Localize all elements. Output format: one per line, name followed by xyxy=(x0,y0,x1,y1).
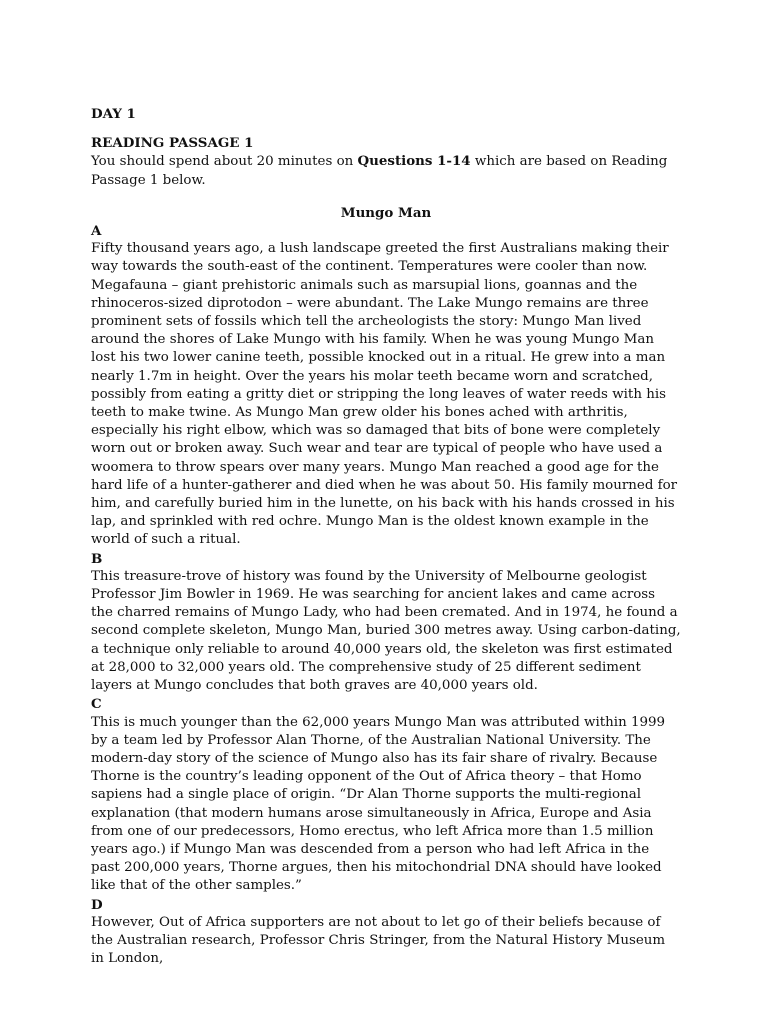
passage-heading: READING PASSAGE 1 xyxy=(91,135,254,152)
section-letter: B xyxy=(91,550,103,567)
section-letter: A xyxy=(91,223,102,240)
section-d xyxy=(91,896,681,969)
section-c xyxy=(91,695,681,895)
section-b xyxy=(91,550,681,696)
section-letter: D xyxy=(91,896,103,913)
instructions-questions: Questions 1-14 xyxy=(357,153,471,170)
instructions-text-before: You should spend about 20 minutes on xyxy=(91,154,358,170)
instructions-text-after: which are based on Reading Passage 1 below. xyxy=(91,154,668,188)
section-paragraph: This is much younger than the 62,000 years Mungo Man was attributed within 1999 by a team led by Professor Alan Thorne, of the Australian National University. The modern-day story of the science of Mungo also has its fair share of rivalry. Because Thorne is the country’s leading opponent of the Out of Africa theory – that Homo sapiens had a single place of origin. “Dr Alan Thorne supports the multi-regional explanation (that modern humans arose simultaneously in Africa, Europe and Asia from one of our predecessors, Homo erectus, who left Africa more than 1.5 million years ago.) if Mungo Man was descended from a person who had left Africa in the past 200,000 years, Thorne argues, then his mitochondrial DNA should have looked like that of the other samples.” xyxy=(91,714,666,894)
passage-title: Mungo Man xyxy=(340,204,432,221)
day-heading: DAY 1 xyxy=(91,106,136,122)
section-paragraph: However, Out of Africa supporters are not about to let go of their beliefs because of the Australian research, Professor Chris Stringer, from the Natural History Museum in London, xyxy=(91,914,666,967)
section-a xyxy=(91,222,681,550)
document-page xyxy=(91,105,681,968)
instructions xyxy=(91,152,681,189)
section-letter: C xyxy=(91,696,102,713)
section-paragraph: Fifty thousand years ago, a lush landscape greeted the first Australians making their way towards the south-east of the continent. Temperatures were cooler than now. Megafauna – giant prehistoric animals such as marsupial lions, goannas and the rhinoceros-sized diprotodon – were abundant. The Lake Mungo remains are three prominent sets of fossils which tell the archeologists the story: Mungo Man lived around the shores of Lake Mungo with his family. When he was young Mungo Man lost his two lower canine teeth, possible knocked out in a ritual. He grew into a man nearly 1.7m in height. Over the years his molar teeth became worn and scratched, possibly from eating a gritty diet or stripping the long leaves of water reeds with his teeth to make twine. As Mungo Man grew older his bones ached with arthritis, especially his right elbow, which was so damaged that bits of bone were completely worn out or broken away. Such wear and tear are typical of people who have used a woomera to throw spears over many years. Mungo Man reached a good age for the hard life of a hunter-gatherer and died when he was about 50. His family mourned for him, and carefully buried him in the lunette, on his back with his hands crossed in his lap, and sprinkled with red ochre. Mungo Man is the oldest known example in the world of such a ritual. xyxy=(91,241,678,548)
section-paragraph: This treasure-trove of history was found by the University of Melbourne geologist Professor Jim Bowler in 1969. He was searching for ancient lakes and came across the charred remains of Mungo Lady, who had been cremated. And in 1974, he found a second complete skeleton, Mungo Man, buried 300 metres away. Using carbon-dating, a technique only reliable to around 40,000 years old, the skeleton was first estimated at 28,000 to 32,000 years old. The comprehensive study of 25 different sediment layers at Mungo concludes that both graves are 40,000 years old. xyxy=(91,568,681,694)
